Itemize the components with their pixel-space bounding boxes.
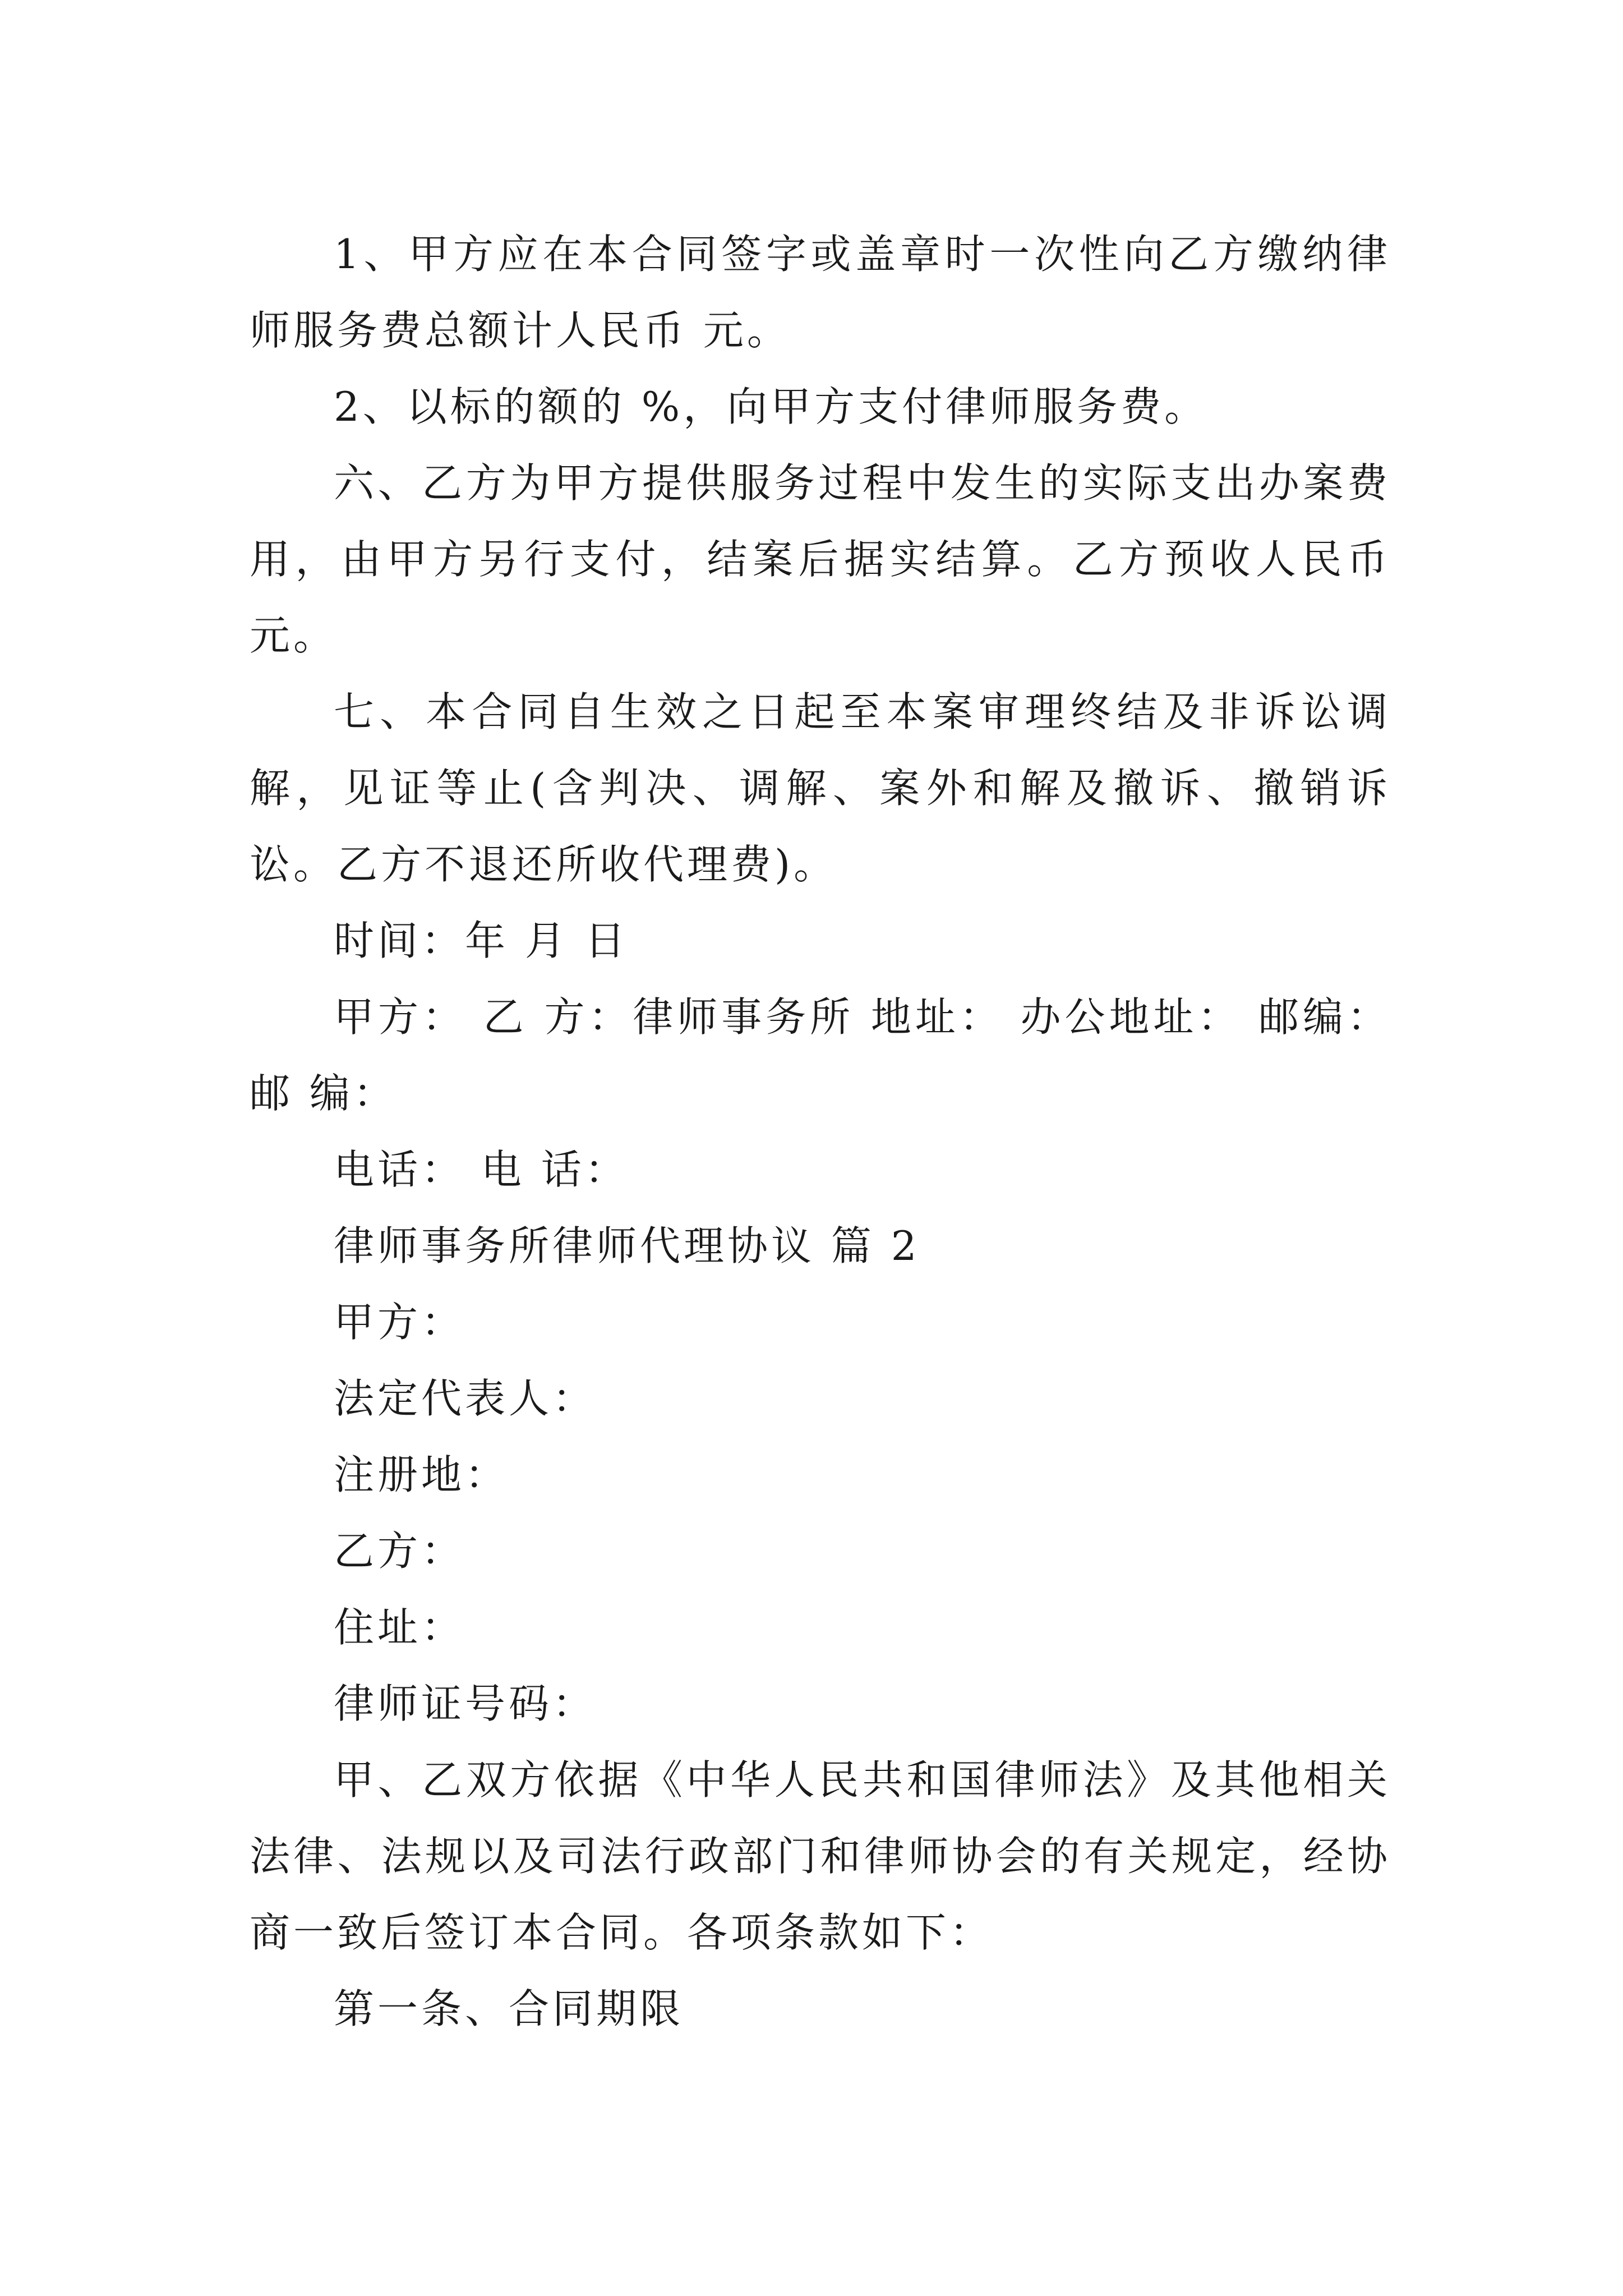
party-b-label: 乙方：: [334, 1527, 465, 1575]
section-heading-part-2: 律师事务所律师代理协议 篇 2: [334, 1222, 920, 1269]
lawyer-license-label: 律师证号码：: [334, 1680, 597, 1727]
document-body: [250, 216, 1391, 2047]
party-a-label: 甲方：: [334, 1299, 465, 1346]
clause-seven-term: 七、本合同自生效之日起至本案审理终结及非诉讼调解，见证等止(含判决、调解、案外和解及撤诉、撤销诉讼。乙方不退还所收代理费)。: [250, 688, 1391, 888]
phone-line: 电话： 电 话：: [334, 1146, 629, 1193]
preamble-paragraph: 甲、乙双方依据《中华人民共和国律师法》及其他相关法律、法规以及司法行政部门和律师协会的有关规定，经协商一致后签订本合同。各项条款如下：: [250, 1756, 1391, 1956]
date-line: 时间：年 月 日: [334, 917, 629, 964]
clause-payment-percentage: 2、以标的额的 %，向甲方支付律师服务费。: [334, 383, 1209, 430]
registered-address-label: 注册地：: [334, 1451, 509, 1498]
article-one-heading: 第一条、合同期限: [334, 1985, 684, 2032]
legal-representative-label: 法定代表人：: [334, 1375, 597, 1422]
clause-payment-lump-sum: 1、甲方应在本合同签字或盖章时一次性向乙方缴纳律师服务费总额计人民币 元。: [250, 231, 1391, 354]
residence-label: 住址：: [334, 1604, 465, 1651]
clause-six-expenses: 六、乙方为甲方提供服务过程中发生的实际支出办案费用，由甲方另行支付，结案后据实结算。乙方预收人民币 元。: [250, 459, 1391, 659]
signature-parties-line: 甲方： 乙 方：律师事务所 地址： 办公地址： 邮编：邮 编：: [250, 993, 1391, 1117]
